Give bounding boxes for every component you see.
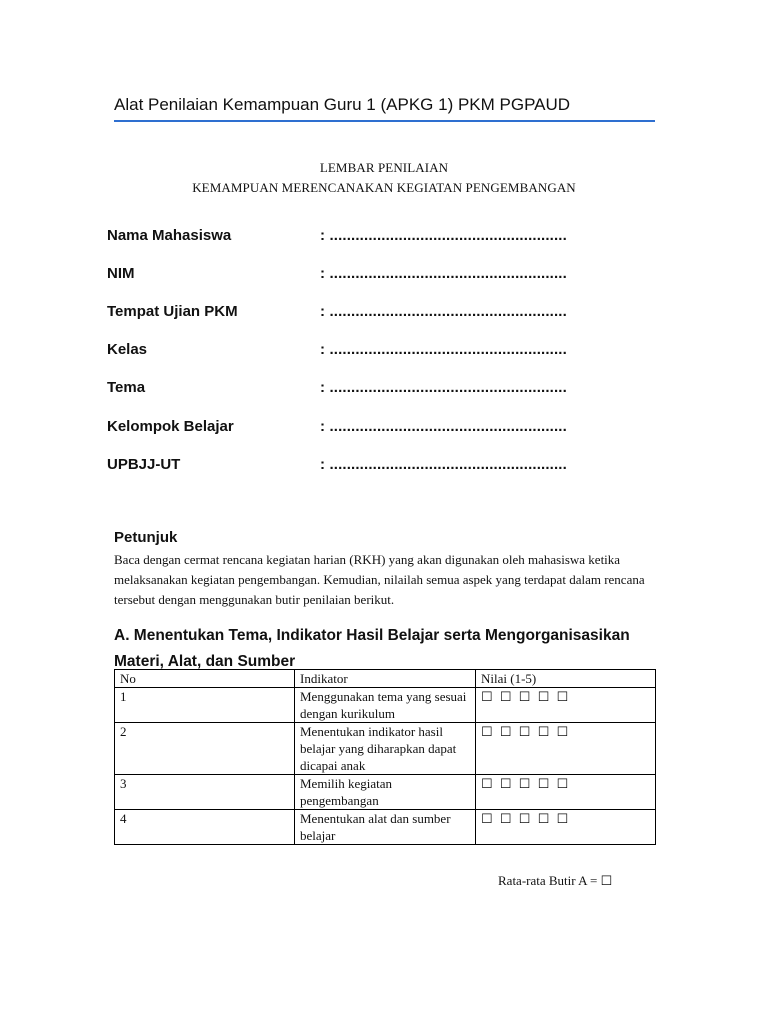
cell-indikator: Menentukan alat dan sumber belajar <box>295 810 476 845</box>
header-nilai: Nilai (1-5) <box>476 670 656 688</box>
header-divider <box>114 120 655 122</box>
sheet-title-line2: KEMAMPUAN MERENCANAKAN KEGIATAN PENGEMBANGAN <box>192 180 576 195</box>
sheet-title-line1: LEMBAR PENILAIAN <box>319 160 449 175</box>
cell-no: 1 <box>115 688 295 723</box>
assessment-table <box>114 669 656 845</box>
field-value-blank[interactable]: : ....................................................... <box>320 418 567 435</box>
cell-no: 2 <box>115 723 295 775</box>
field-value-blank[interactable]: : ....................................................... <box>320 341 567 358</box>
field-label: NIM <box>107 265 135 282</box>
cell-indikator: Menentukan indikator hasil belajar yang diharapkan dapat dicapai anak <box>295 723 476 775</box>
field-label: Nama Mahasiswa <box>107 227 232 244</box>
header-indikator: Indikator <box>295 670 476 688</box>
document-header-title: Alat Penilaian Kemampuan Guru 1 (APKG 1) PKM PGPAUD <box>114 95 571 114</box>
section-a-heading: A. Menentukan Tema, Indikator Hasil Belajar serta Mengorganisasikan Materi, Alat, dan Sumber <box>114 627 630 670</box>
field-value-blank[interactable]: : ....................................................... <box>320 379 567 396</box>
average-score-a: Rata-rata Butir A = ☐ <box>498 873 613 888</box>
header-no: No <box>115 670 295 688</box>
field-value-blank[interactable]: : ....................................................... <box>320 456 567 473</box>
score-checkboxes[interactable]: ☐ ☐ ☐ ☐ ☐ <box>476 723 656 775</box>
petunjuk-text: Baca dengan cermat rencana kegiatan harian (RKH) yang akan digunakan oleh mahasiswa ketika melaksanakan kegiatan pengembangan. Kemudian, nilailah semua aspek yang terdapat dalam rencana tersebut dengan menggunakan butir penilaian berikut. <box>114 552 645 607</box>
field-label: UPBJJ-UT <box>107 456 181 473</box>
field-value-blank[interactable]: : ....................................................... <box>320 265 567 282</box>
cell-indikator: Menggunakan tema yang sesuai dengan kurikulum <box>295 688 476 723</box>
table-row <box>115 723 656 775</box>
field-label: Kelompok Belajar <box>107 418 234 435</box>
score-checkboxes[interactable]: ☐ ☐ ☐ ☐ ☐ <box>476 775 656 810</box>
petunjuk-heading: Petunjuk <box>114 529 178 546</box>
cell-no: 4 <box>115 810 295 845</box>
field-label: Tema <box>107 379 146 396</box>
score-checkboxes[interactable]: ☐ ☐ ☐ ☐ ☐ <box>476 810 656 845</box>
field-value-blank[interactable]: : ....................................................... <box>320 227 567 244</box>
cell-no: 3 <box>115 775 295 810</box>
table-row <box>115 688 656 723</box>
field-label: Tempat Ujian PKM <box>107 303 238 320</box>
table-row <box>115 810 656 845</box>
score-checkboxes[interactable]: ☐ ☐ ☐ ☐ ☐ <box>476 688 656 723</box>
field-value-blank[interactable]: : ....................................................... <box>320 303 567 320</box>
table-header-row <box>115 670 656 688</box>
field-label: Kelas <box>107 341 148 358</box>
table-row <box>115 775 656 810</box>
cell-indikator: Memilih kegiatan pengembangan <box>295 775 476 810</box>
